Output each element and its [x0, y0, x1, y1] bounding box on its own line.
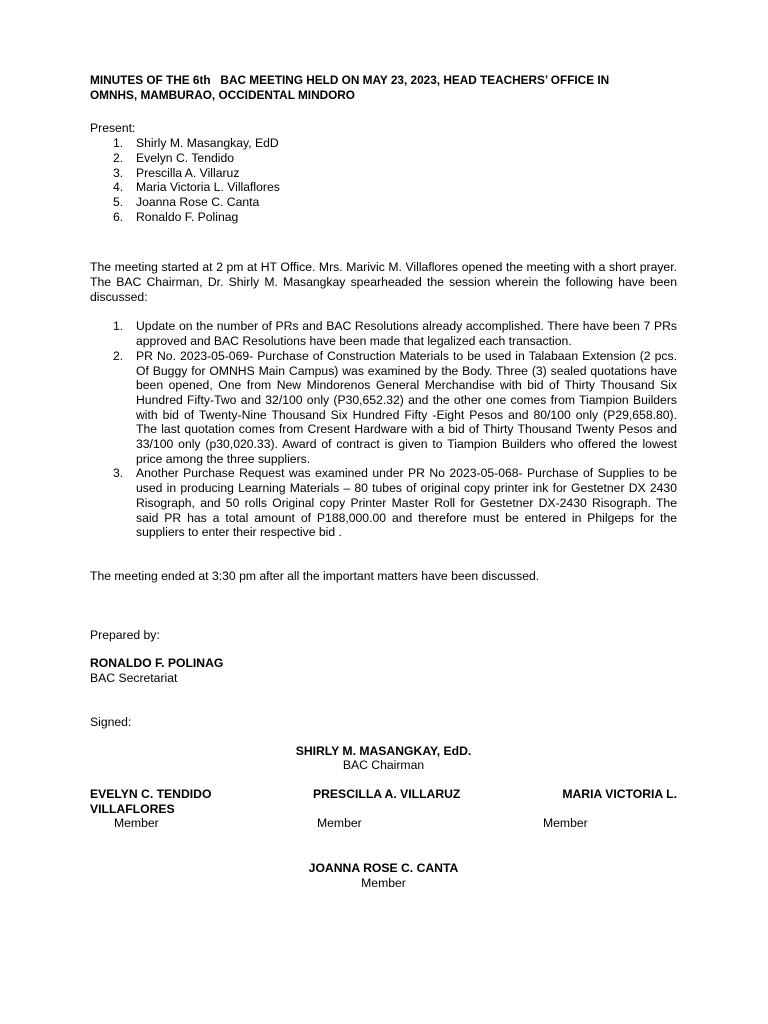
title-line-1: MINUTES OF THE 6th BAC MEETING HELD ON MAY 23, 2023, HEAD TEACHERS’ OFFICE IN — [90, 73, 610, 87]
member-role: Member — [317, 815, 362, 830]
attendee-name: Maria Victoria L. Villaflores — [136, 180, 280, 195]
list-item — [90, 195, 677, 210]
member-signature-block — [90, 861, 677, 890]
item-number: 3. — [113, 466, 124, 481]
member-role: Member — [114, 815, 159, 830]
member-name: EVELYN C. TENDIDO — [90, 786, 212, 801]
chair-signature-block — [90, 744, 677, 773]
preparer-role: BAC Secretariat — [90, 671, 178, 686]
title-line-2: OMNHS, MAMBURAO, OCCIDENTAL MINDORO — [90, 87, 355, 102]
agenda-item — [90, 466, 677, 540]
member-name: MARIA VICTORIA L. — [562, 786, 677, 801]
agenda-item — [90, 349, 677, 467]
signed-label: Signed: — [90, 714, 132, 729]
member-name: PRESCILLA A. VILLARUZ — [313, 786, 461, 801]
list-item — [90, 210, 677, 225]
list-item — [90, 136, 677, 151]
present-list — [90, 136, 677, 224]
agenda-text: Another Purchase Request was examined under PR No 2023-05-068- Purchase of Supplies to be used in producing Learning Materials – 80 tubes of original copy printer ink for Gestetner DX 2430 Risograph, and 50 rolls Original copy Printer Master Roll for Gestetner DX-2430 Risograph. The said PR has a total amount of P188,000.00 and therefore must be entered in Philgeps for the suppliers to enter their respective bid . — [136, 466, 677, 540]
minutes-document — [90, 73, 677, 890]
member-signature-block — [313, 787, 460, 802]
agenda-text: Update on the number of PRs and BAC Resolutions already accomplished. There have been 7 PRs approved and BAC Resolutions have been made that legalized each transaction. — [136, 319, 677, 349]
item-number: 1. — [113, 136, 124, 151]
intro-paragraph: The meeting started at 2 pm at HT Office. Mrs. Marivic M. Villaflores opened the meeting with a short prayer. The BAC Chairman, Dr. Shirly M. Masangkay spearheaded the session wherein the following have been discussed: — [90, 260, 677, 304]
present-label: Present: — [90, 121, 136, 136]
agenda-item — [90, 319, 677, 348]
list-item — [90, 166, 677, 181]
members-signature-row — [90, 787, 677, 831]
member-name: JOANNA ROSE C. CANTA — [308, 860, 459, 875]
item-number: 1. — [113, 319, 124, 334]
member-role: Member — [543, 815, 588, 830]
item-number: 3. — [113, 165, 124, 180]
item-number: 2. — [113, 150, 124, 165]
closing-paragraph: The meeting ended at 3:30 pm after all the important matters have been discussed. — [90, 568, 540, 583]
item-number: 5. — [113, 194, 124, 209]
attendee-name: Shirly M. Masangkay, EdD — [136, 136, 279, 151]
item-number: 4. — [113, 180, 124, 195]
item-number: 2. — [113, 348, 124, 363]
preparer-name: RONALDO F. POLINAG — [90, 656, 224, 671]
list-item — [90, 151, 677, 166]
member-signature-block — [562, 787, 677, 802]
attendee-name: Joanna Rose C. Canta — [136, 194, 260, 209]
attendee-name: Evelyn C. Tendido — [136, 150, 235, 165]
attendee-name: Prescilla A. Villaruz — [136, 165, 240, 180]
list-item — [90, 180, 677, 195]
attendee-name: Ronaldo F. Polinag — [136, 209, 239, 224]
chair-name: SHIRLY M. MASANGKAY, EdD. — [295, 743, 472, 758]
document-title — [90, 73, 677, 102]
member-name-continued: VILLAFLORES — [90, 801, 175, 816]
prepared-by-label: Prepared by: — [90, 627, 160, 642]
item-number: 6. — [113, 209, 124, 224]
member-signature-block — [90, 787, 211, 816]
member-role: Member — [361, 875, 406, 890]
agenda-list — [90, 319, 677, 540]
agenda-text: PR No. 2023-05-069- Purchase of Construction Materials to be used in Talabaan Extension (2 pcs. Of Buggy for OMNHS Main Campus) was examined by the Body. Three (3) sealed quotations have been opened, One from New Mindorenos General Merchandise with bid of Thirty Thousand Six Hundred Fifty-Two and 32/100 only (P30,652.32) and the other one comes from Tiampion Builders with bid of Twenty-Nine Thousand Six Hundred Fifty -Eight Pesos and 80/100 only (P29,658.80). The last quotation comes from Cresent Hardware with a bid of Thirty Thousand Twenty Pesos and 33/100 only (p30,020.33). Award of contract is given to Tiampion Builders who offered the lowest price among the three suppliers. — [136, 348, 677, 466]
chair-role: BAC Chairman — [342, 758, 425, 773]
